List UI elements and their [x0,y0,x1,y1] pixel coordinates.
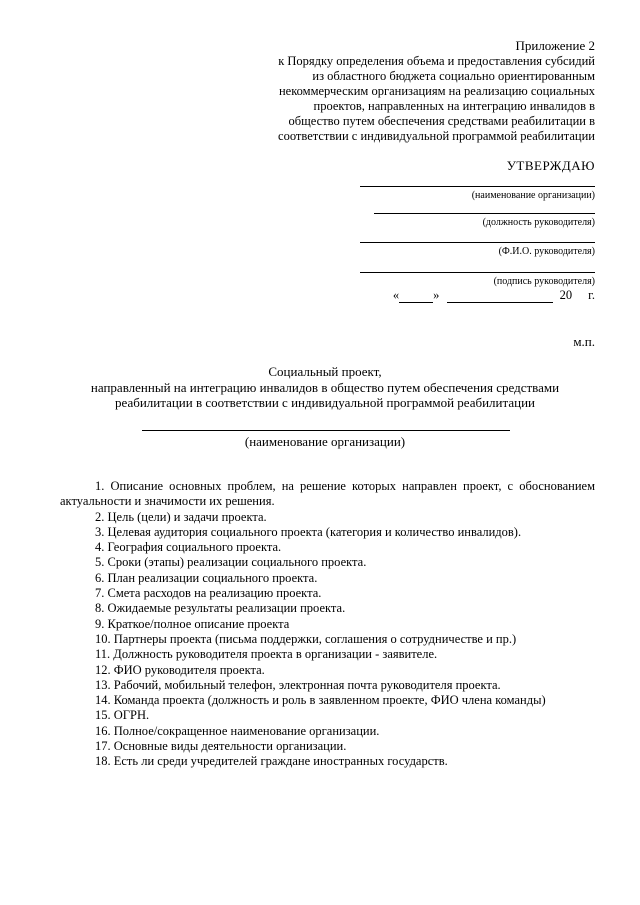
organization-name-caption: (наименование организации) [244,434,406,449]
appendix-description-line: проектов, направленных на интеграцию инвалидов в [313,99,595,113]
caption-position: (должность руководителя) [482,217,595,228]
approval-title: УТВЕРЖДАЮ [506,158,595,173]
date-close-quote: » [433,288,440,302]
signature-line-position [374,213,595,214]
approval-date [393,288,595,303]
signature-line-signature [360,272,595,273]
date-suffix: г. [588,288,595,302]
list-item: 11. Должность руководителя проекта в организации - заявителе. [95,647,438,662]
caption-fullname: (Ф.И.О. руководителя) [498,246,595,257]
list-item: 12. ФИО руководителя проекта. [95,662,265,677]
list-item: 6. План реализации социального проекта. [95,570,318,585]
date-day-blank [399,290,433,303]
list-item: 10. Партнеры проекта (письма поддержки, соглашения о сотрудничестве и пр.) [95,631,517,646]
list-item: 5. Сроки (этапы) реализации социального проекта. [95,555,367,570]
appendix-description-line: к Порядку определения объема и предоставления субсидий [278,54,595,68]
list-item: 9. Краткое/полное описание проекта [95,616,290,631]
date-year: 20 [559,288,573,302]
list-item: 7. Смета расходов на реализацию проекта. [95,586,322,601]
caption-organization: (наименование организации) [471,190,595,201]
list-item: 13. Рабочий, мобильный телефон, электронная почта руководителя проекта. [95,677,501,692]
stamp-place: м.п. [573,334,595,349]
appendix-description [215,54,595,144]
list-item: 15. ОГРН. [95,708,150,723]
signature-line-fullname [360,242,595,243]
date-month-blank [447,290,553,303]
list-item: 16. Полное/сокращенное наименование организации. [95,723,380,738]
appendix-description-line: некоммерческим организациям на реализацию социальных [278,84,595,98]
list-item: 1. Описание основных проблем, на решение которых направлен проект, с обоснованием актуальности и значимости их решения. [60,479,595,509]
project-title: Социальный проект, [268,364,382,379]
appendix-description-line: общество путем обеспечения средствами реабилитации в [288,114,595,128]
organization-name-line [142,430,510,431]
list-item: 8. Ожидаемые результаты реализации проекта. [95,601,346,616]
requirements-list [60,479,595,770]
project-subtitle-line: реабилитации в соответствии с индивидуальной программой реабилитации [115,395,535,410]
appendix-description-line: соответствии с индивидуальной программой реабилитации [278,129,595,143]
list-item: 3. Целевая аудитория социального проекта (категория и количество инвалидов). [95,524,522,539]
appendix-description-line: из областного бюджета социально ориентированным [312,69,595,83]
list-item: 4. География социального проекта. [95,540,282,555]
list-item: 14. Команда проекта (должность и роль в заявленном проекте, ФИО члена команды) [95,693,546,708]
date-open-quote: « [392,288,400,302]
project-subtitle [60,380,590,410]
list-item: 2. Цель (цели) и задачи проекта. [95,509,267,524]
list-item: 17. Основные виды деятельности организации. [95,739,347,754]
project-subtitle-line: направленный на интеграцию инвалидов в общество путем обеспечения средствами [90,380,560,395]
list-item: 18. Есть ли среди учредителей граждане иностранных государств. [95,754,448,769]
caption-signature: (подпись руководителя) [493,276,595,287]
signature-line-organization [360,186,595,187]
appendix-number: Приложение 2 [515,38,595,53]
